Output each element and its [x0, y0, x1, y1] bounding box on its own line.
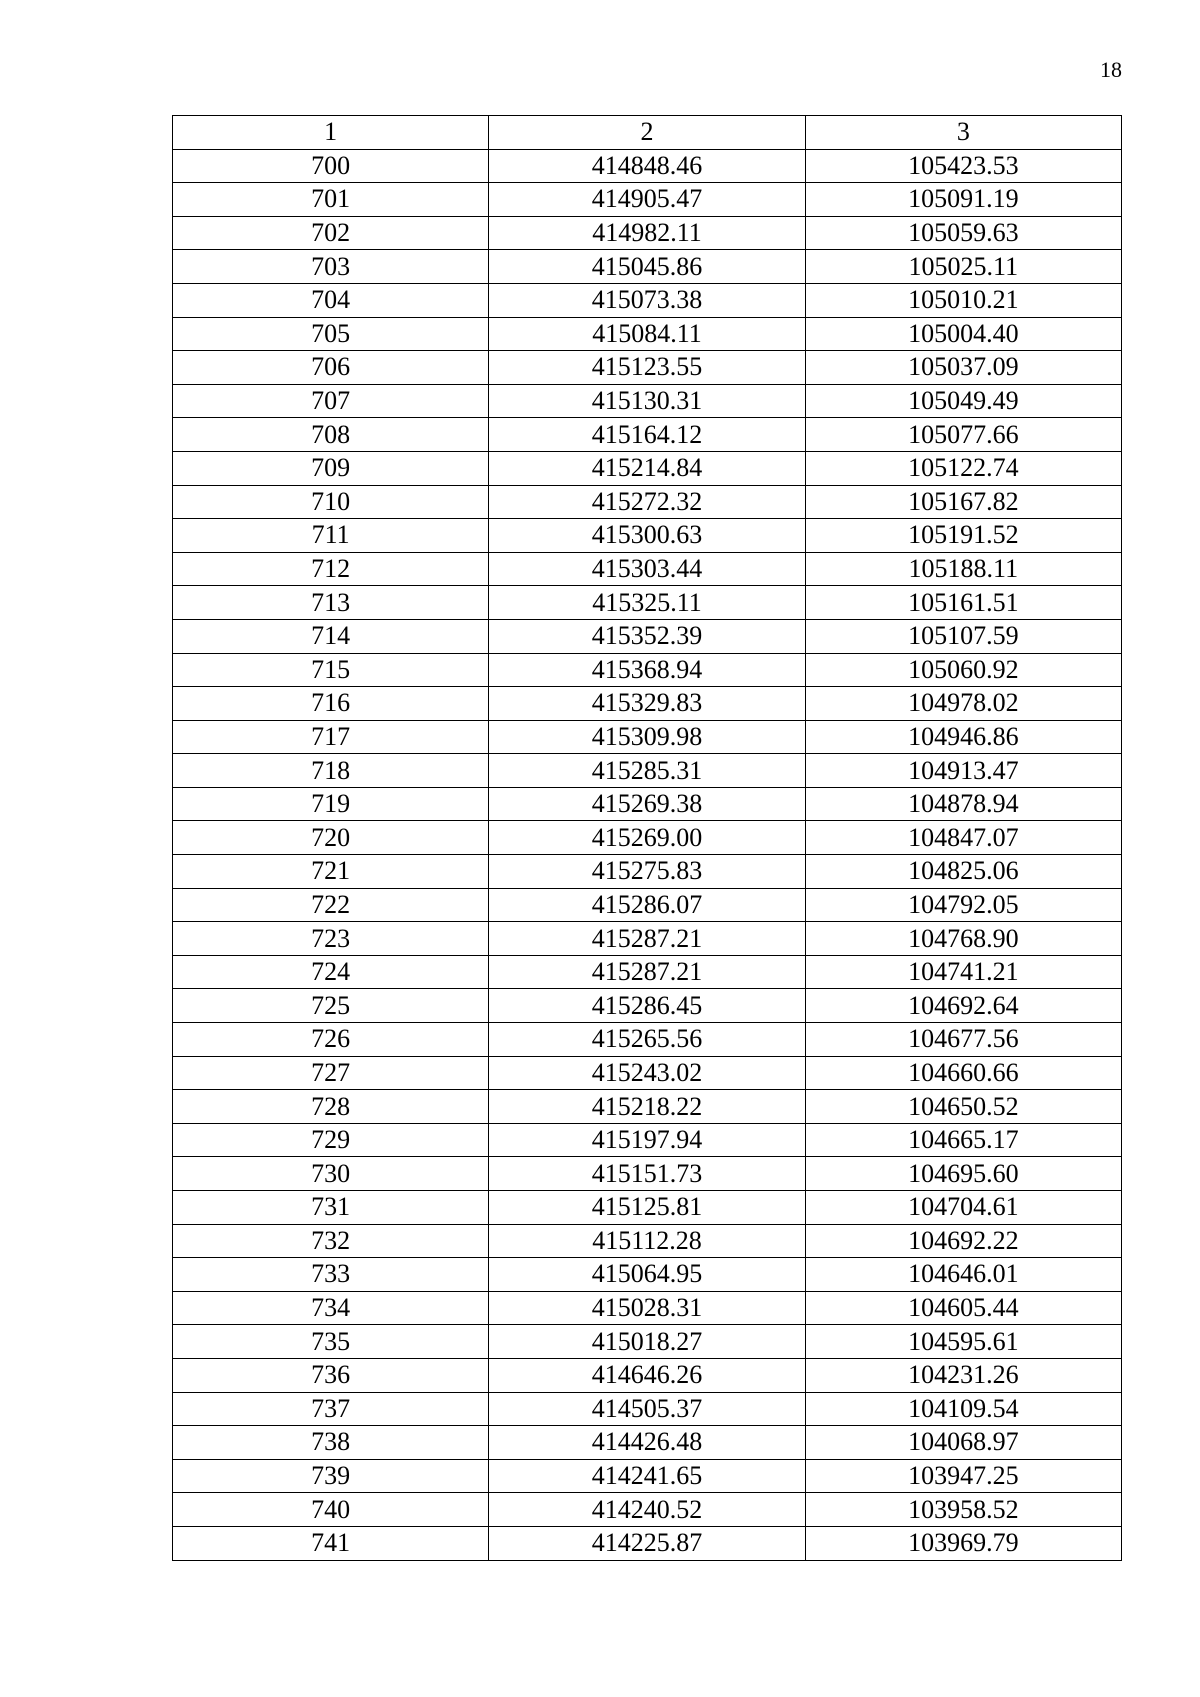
y-coordinate-cell: 105037.09: [805, 351, 1121, 385]
table-row: [173, 989, 1122, 1023]
x-coordinate-cell: 415265.56: [489, 1023, 805, 1057]
point-number-cell: 701: [173, 183, 489, 217]
table-row: [173, 855, 1122, 889]
x-coordinate-cell: 415303.44: [489, 552, 805, 586]
x-coordinate-cell: 414426.48: [489, 1426, 805, 1460]
x-coordinate-cell: 415243.02: [489, 1056, 805, 1090]
table-row: [173, 451, 1122, 485]
y-coordinate-cell: 103947.25: [805, 1459, 1121, 1493]
y-coordinate-cell: 104665.17: [805, 1123, 1121, 1157]
x-coordinate-cell: 415329.83: [489, 687, 805, 721]
table-row: [173, 183, 1122, 217]
table-header: [173, 116, 1122, 150]
x-coordinate-cell: 414905.47: [489, 183, 805, 217]
point-number-cell: 728: [173, 1090, 489, 1124]
table-row: [173, 821, 1122, 855]
y-coordinate-cell: 105188.11: [805, 552, 1121, 586]
point-number-cell: 733: [173, 1258, 489, 1292]
y-coordinate-cell: 104847.07: [805, 821, 1121, 855]
x-coordinate-cell: 415368.94: [489, 653, 805, 687]
y-coordinate-cell: 104231.26: [805, 1358, 1121, 1392]
y-coordinate-cell: 104978.02: [805, 687, 1121, 721]
table-header-row: [173, 116, 1122, 150]
table-body: [173, 149, 1122, 1560]
point-number-cell: 711: [173, 519, 489, 553]
y-coordinate-cell: 104792.05: [805, 888, 1121, 922]
table-row: [173, 1123, 1122, 1157]
table-row: [173, 1358, 1122, 1392]
table-row: [173, 619, 1122, 653]
column-header-1: 1: [173, 116, 489, 150]
table-row: [173, 955, 1122, 989]
x-coordinate-cell: 415300.63: [489, 519, 805, 553]
y-coordinate-cell: 104595.61: [805, 1325, 1121, 1359]
point-number-cell: 732: [173, 1224, 489, 1258]
y-coordinate-cell: 105025.11: [805, 250, 1121, 284]
column-header-2: 2: [489, 116, 805, 150]
x-coordinate-cell: 415286.45: [489, 989, 805, 1023]
point-number-cell: 702: [173, 216, 489, 250]
x-coordinate-cell: 415285.31: [489, 754, 805, 788]
y-coordinate-cell: 105077.66: [805, 418, 1121, 452]
point-number-cell: 735: [173, 1325, 489, 1359]
y-coordinate-cell: 105423.53: [805, 149, 1121, 183]
table-row: [173, 1224, 1122, 1258]
table-row: [173, 1291, 1122, 1325]
point-number-cell: 714: [173, 619, 489, 653]
x-coordinate-cell: 414240.52: [489, 1493, 805, 1527]
y-coordinate-cell: 104741.21: [805, 955, 1121, 989]
table-row: [173, 519, 1122, 553]
y-coordinate-cell: 104768.90: [805, 922, 1121, 956]
y-coordinate-cell: 104878.94: [805, 787, 1121, 821]
point-number-cell: 710: [173, 485, 489, 519]
table-row: [173, 418, 1122, 452]
table-row: [173, 351, 1122, 385]
point-number-cell: 723: [173, 922, 489, 956]
y-coordinate-cell: 104646.01: [805, 1258, 1121, 1292]
point-number-cell: 706: [173, 351, 489, 385]
y-coordinate-cell: 104109.54: [805, 1392, 1121, 1426]
y-coordinate-cell: 104692.22: [805, 1224, 1121, 1258]
table-row: [173, 149, 1122, 183]
y-coordinate-cell: 105107.59: [805, 619, 1121, 653]
page-number: 18: [1100, 57, 1122, 82]
table-row: [173, 384, 1122, 418]
x-coordinate-cell: 415130.31: [489, 384, 805, 418]
x-coordinate-cell: 415218.22: [489, 1090, 805, 1124]
point-number-cell: 721: [173, 855, 489, 889]
y-coordinate-cell: 103958.52: [805, 1493, 1121, 1527]
point-number-cell: 713: [173, 586, 489, 620]
point-number-cell: 705: [173, 317, 489, 351]
x-coordinate-cell: 415112.28: [489, 1224, 805, 1258]
point-number-cell: 703: [173, 250, 489, 284]
table-row: [173, 922, 1122, 956]
table-row: [173, 586, 1122, 620]
y-coordinate-cell: 104946.86: [805, 720, 1121, 754]
y-coordinate-cell: 104692.64: [805, 989, 1121, 1023]
point-number-cell: 724: [173, 955, 489, 989]
y-coordinate-cell: 105091.19: [805, 183, 1121, 217]
x-coordinate-cell: 415287.21: [489, 922, 805, 956]
point-number-cell: 729: [173, 1123, 489, 1157]
point-number-cell: 726: [173, 1023, 489, 1057]
point-number-cell: 719: [173, 787, 489, 821]
x-coordinate-cell: 415275.83: [489, 855, 805, 889]
x-coordinate-cell: 415151.73: [489, 1157, 805, 1191]
y-coordinate-cell: 104695.60: [805, 1157, 1121, 1191]
point-number-cell: 734: [173, 1291, 489, 1325]
x-coordinate-cell: 415269.38: [489, 787, 805, 821]
point-number-cell: 730: [173, 1157, 489, 1191]
x-coordinate-cell: 415123.55: [489, 351, 805, 385]
coordinates-table: [172, 115, 1122, 1561]
point-number-cell: 715: [173, 653, 489, 687]
y-coordinate-cell: 105060.92: [805, 653, 1121, 687]
point-number-cell: 704: [173, 283, 489, 317]
table-row: [173, 1493, 1122, 1527]
x-coordinate-cell: 415286.07: [489, 888, 805, 922]
y-coordinate-cell: 105161.51: [805, 586, 1121, 620]
x-coordinate-cell: 415272.32: [489, 485, 805, 519]
point-number-cell: 737: [173, 1392, 489, 1426]
table-row: [173, 250, 1122, 284]
x-coordinate-cell: 415018.27: [489, 1325, 805, 1359]
point-number-cell: 741: [173, 1526, 489, 1560]
point-number-cell: 712: [173, 552, 489, 586]
table-row: [173, 1191, 1122, 1225]
table-row: [173, 216, 1122, 250]
point-number-cell: 720: [173, 821, 489, 855]
point-number-cell: 722: [173, 888, 489, 922]
y-coordinate-cell: 105004.40: [805, 317, 1121, 351]
x-coordinate-cell: 414982.11: [489, 216, 805, 250]
x-coordinate-cell: 415287.21: [489, 955, 805, 989]
x-coordinate-cell: 414646.26: [489, 1358, 805, 1392]
point-number-cell: 718: [173, 754, 489, 788]
y-coordinate-cell: 104677.56: [805, 1023, 1121, 1057]
y-coordinate-cell: 104068.97: [805, 1426, 1121, 1460]
y-coordinate-cell: 104913.47: [805, 754, 1121, 788]
x-coordinate-cell: 415064.95: [489, 1258, 805, 1292]
point-number-cell: 708: [173, 418, 489, 452]
point-number-cell: 725: [173, 989, 489, 1023]
table-row: [173, 754, 1122, 788]
x-coordinate-cell: 415073.38: [489, 283, 805, 317]
y-coordinate-cell: 104660.66: [805, 1056, 1121, 1090]
table-row: [173, 1056, 1122, 1090]
x-coordinate-cell: 415352.39: [489, 619, 805, 653]
table-row: [173, 1157, 1122, 1191]
table-row: [173, 1258, 1122, 1292]
point-number-cell: 731: [173, 1191, 489, 1225]
point-number-cell: 738: [173, 1426, 489, 1460]
point-number-cell: 716: [173, 687, 489, 721]
x-coordinate-cell: 415269.00: [489, 821, 805, 855]
table-row: [173, 1526, 1122, 1560]
table-row: [173, 1459, 1122, 1493]
table-row: [173, 1325, 1122, 1359]
x-coordinate-cell: 414848.46: [489, 149, 805, 183]
x-coordinate-cell: 414241.65: [489, 1459, 805, 1493]
x-coordinate-cell: 414505.37: [489, 1392, 805, 1426]
table-row: [173, 1023, 1122, 1057]
table-row: [173, 1426, 1122, 1460]
table-row: [173, 687, 1122, 721]
column-header-3: 3: [805, 116, 1121, 150]
y-coordinate-cell: 105191.52: [805, 519, 1121, 553]
y-coordinate-cell: 103969.79: [805, 1526, 1121, 1560]
table-row: [173, 888, 1122, 922]
x-coordinate-cell: 415197.94: [489, 1123, 805, 1157]
y-coordinate-cell: 105167.82: [805, 485, 1121, 519]
table-row: [173, 1090, 1122, 1124]
x-coordinate-cell: 415028.31: [489, 1291, 805, 1325]
x-coordinate-cell: 414225.87: [489, 1526, 805, 1560]
x-coordinate-cell: 415084.11: [489, 317, 805, 351]
x-coordinate-cell: 415325.11: [489, 586, 805, 620]
x-coordinate-cell: 415214.84: [489, 451, 805, 485]
x-coordinate-cell: 415164.12: [489, 418, 805, 452]
table-row: [173, 787, 1122, 821]
table-row: [173, 552, 1122, 586]
y-coordinate-cell: 105059.63: [805, 216, 1121, 250]
point-number-cell: 709: [173, 451, 489, 485]
y-coordinate-cell: 104704.61: [805, 1191, 1121, 1225]
point-number-cell: 700: [173, 149, 489, 183]
point-number-cell: 736: [173, 1358, 489, 1392]
point-number-cell: 727: [173, 1056, 489, 1090]
point-number-cell: 717: [173, 720, 489, 754]
point-number-cell: 739: [173, 1459, 489, 1493]
y-coordinate-cell: 104605.44: [805, 1291, 1121, 1325]
y-coordinate-cell: 105122.74: [805, 451, 1121, 485]
table-row: [173, 653, 1122, 687]
point-number-cell: 740: [173, 1493, 489, 1527]
point-number-cell: 707: [173, 384, 489, 418]
table-row: [173, 283, 1122, 317]
x-coordinate-cell: 415045.86: [489, 250, 805, 284]
y-coordinate-cell: 104650.52: [805, 1090, 1121, 1124]
y-coordinate-cell: 105049.49: [805, 384, 1121, 418]
x-coordinate-cell: 415125.81: [489, 1191, 805, 1225]
table-row: [173, 485, 1122, 519]
table-row: [173, 720, 1122, 754]
table-row: [173, 317, 1122, 351]
y-coordinate-cell: 105010.21: [805, 283, 1121, 317]
x-coordinate-cell: 415309.98: [489, 720, 805, 754]
table-row: [173, 1392, 1122, 1426]
y-coordinate-cell: 104825.06: [805, 855, 1121, 889]
